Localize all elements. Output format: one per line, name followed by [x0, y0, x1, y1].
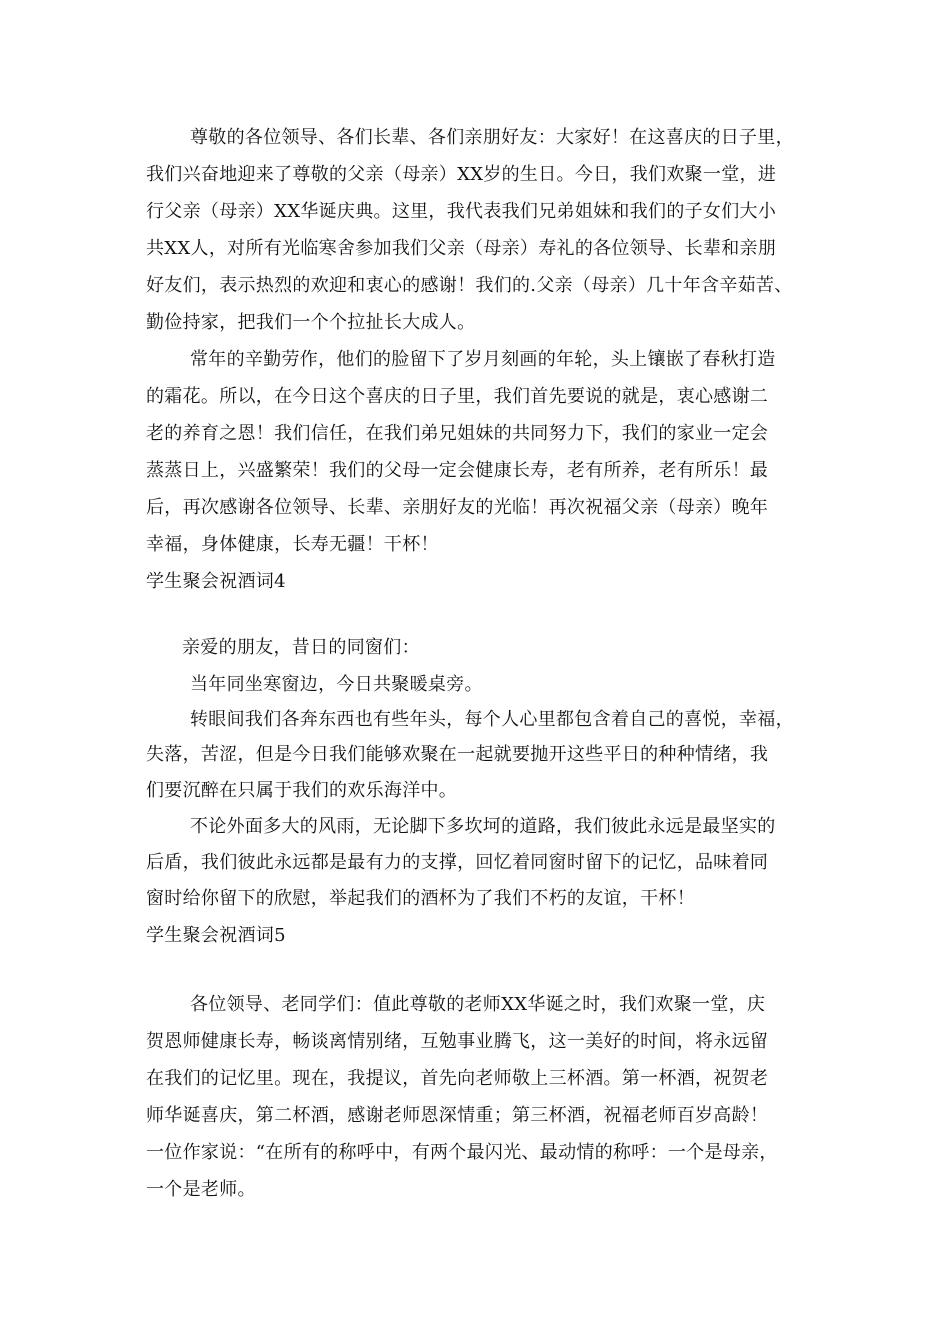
paragraph-line: 窗时给你留下的欣慰，举起我们的酒杯为了我们不朽的友谊，干杯！ [146, 888, 695, 909]
section-heading: 学生聚会祝酒词4 [146, 571, 286, 592]
paragraph-line: 各位领导、老同学们：值此尊敬的老师XX华诞之时，我们欢聚一堂，庆 [190, 994, 766, 1015]
paragraph-line: 当年同坐寒窗边，今日共聚暖桌旁。 [190, 674, 483, 695]
paragraph-line: 勤俭持家，把我们一个个拉扯长大成人。 [146, 312, 476, 333]
paragraph-line: 后盾，我们彼此永远都是最有力的支撑，回忆着同窗时留下的记忆，品味着同 [146, 852, 769, 873]
paragraph-line: 失落，苦涩，但是今日我们能够欢聚在一起就要抛开这些平日的种种情绪，我 [146, 744, 769, 765]
paragraph-line: 共XX人，对所有光临寒舍参加我们父亲（母亲）寿礼的各位领导、长辈和亲朋 [146, 238, 777, 259]
paragraph-line: 好友们，表示热烈的欢迎和衷心的感谢！我们的.父亲（母亲）几十年含辛茹苦、 [146, 275, 793, 296]
paragraph-line: 转眼间我们各奔东西也有些年头，每个人心里都包含着自己的喜悦，幸福， [190, 709, 794, 730]
paragraph-line: 在我们的记忆里。现在，我提议，首先向老师敬上三杯酒。第一杯酒，祝贺老 [146, 1068, 769, 1089]
paragraph-line: 老的养育之恩！我们信任，在我们弟兄姐妹的共同努力下，我们的家业一定会 [146, 423, 769, 444]
paragraph-line: 贺恩师健康长寿，畅谈离情别绪，互勉事业腾飞，这一美好的时间，将永远留 [146, 1031, 769, 1052]
paragraph-line: 尊敬的各位领导、各们长辈、各们亲朋好友：大家好！在这喜庆的日子里， [190, 127, 794, 148]
paragraph-line: 行父亲（母亲）XX华诞庆典。这里，我代表我们兄弟姐妹和我们的子女们大小 [146, 201, 777, 222]
paragraph-line: 幸福，身体健康，长寿无疆！干杯！ [146, 534, 439, 555]
paragraph-line: 不论外面多大的风雨，无论脚下多坎坷的道路，我们彼此永远是最坚实的 [190, 816, 776, 837]
paragraph-line: 一位作家说：“在所有的称呼中，有两个最闪光、最动情的称呼：一个是母亲， [146, 1142, 778, 1163]
paragraph-line: 蒸蒸日上，兴盛繁荣！我们的父母一定会健康长寿，老有所养，老有所乐！最 [146, 460, 769, 481]
paragraph-line: 师华诞喜庆，第二杯酒，感谢老师恩深情重；第三杯酒，祝福老师百岁高龄！ [146, 1105, 769, 1126]
paragraph-line: 常年的辛勤劳作，他们的脸留下了岁月刻画的年轮，头上镶嵌了春秋打造 [190, 349, 776, 370]
paragraph-line: 后，再次感谢各位领导、长辈、亲朋好友的光临！再次祝福父亲（母亲）晚年 [146, 497, 769, 518]
paragraph-line: 们要沉醉在只属于我们的欢乐海洋中。 [146, 780, 458, 801]
section-heading: 学生聚会祝酒词5 [146, 925, 286, 946]
paragraph-line: 一个是老师。 [146, 1179, 256, 1200]
paragraph-line: 亲爱的朋友，昔日的同窗们： [182, 637, 420, 658]
paragraph-line: 的霜花。所以，在今日这个喜庆的日子里，我们首先要说的就是，衷心感谢二 [146, 386, 769, 407]
paragraph-line: 我们兴奋地迎来了尊敬的父亲（母亲）XX岁的生日。今日，我们欢聚一堂，进 [146, 164, 777, 185]
